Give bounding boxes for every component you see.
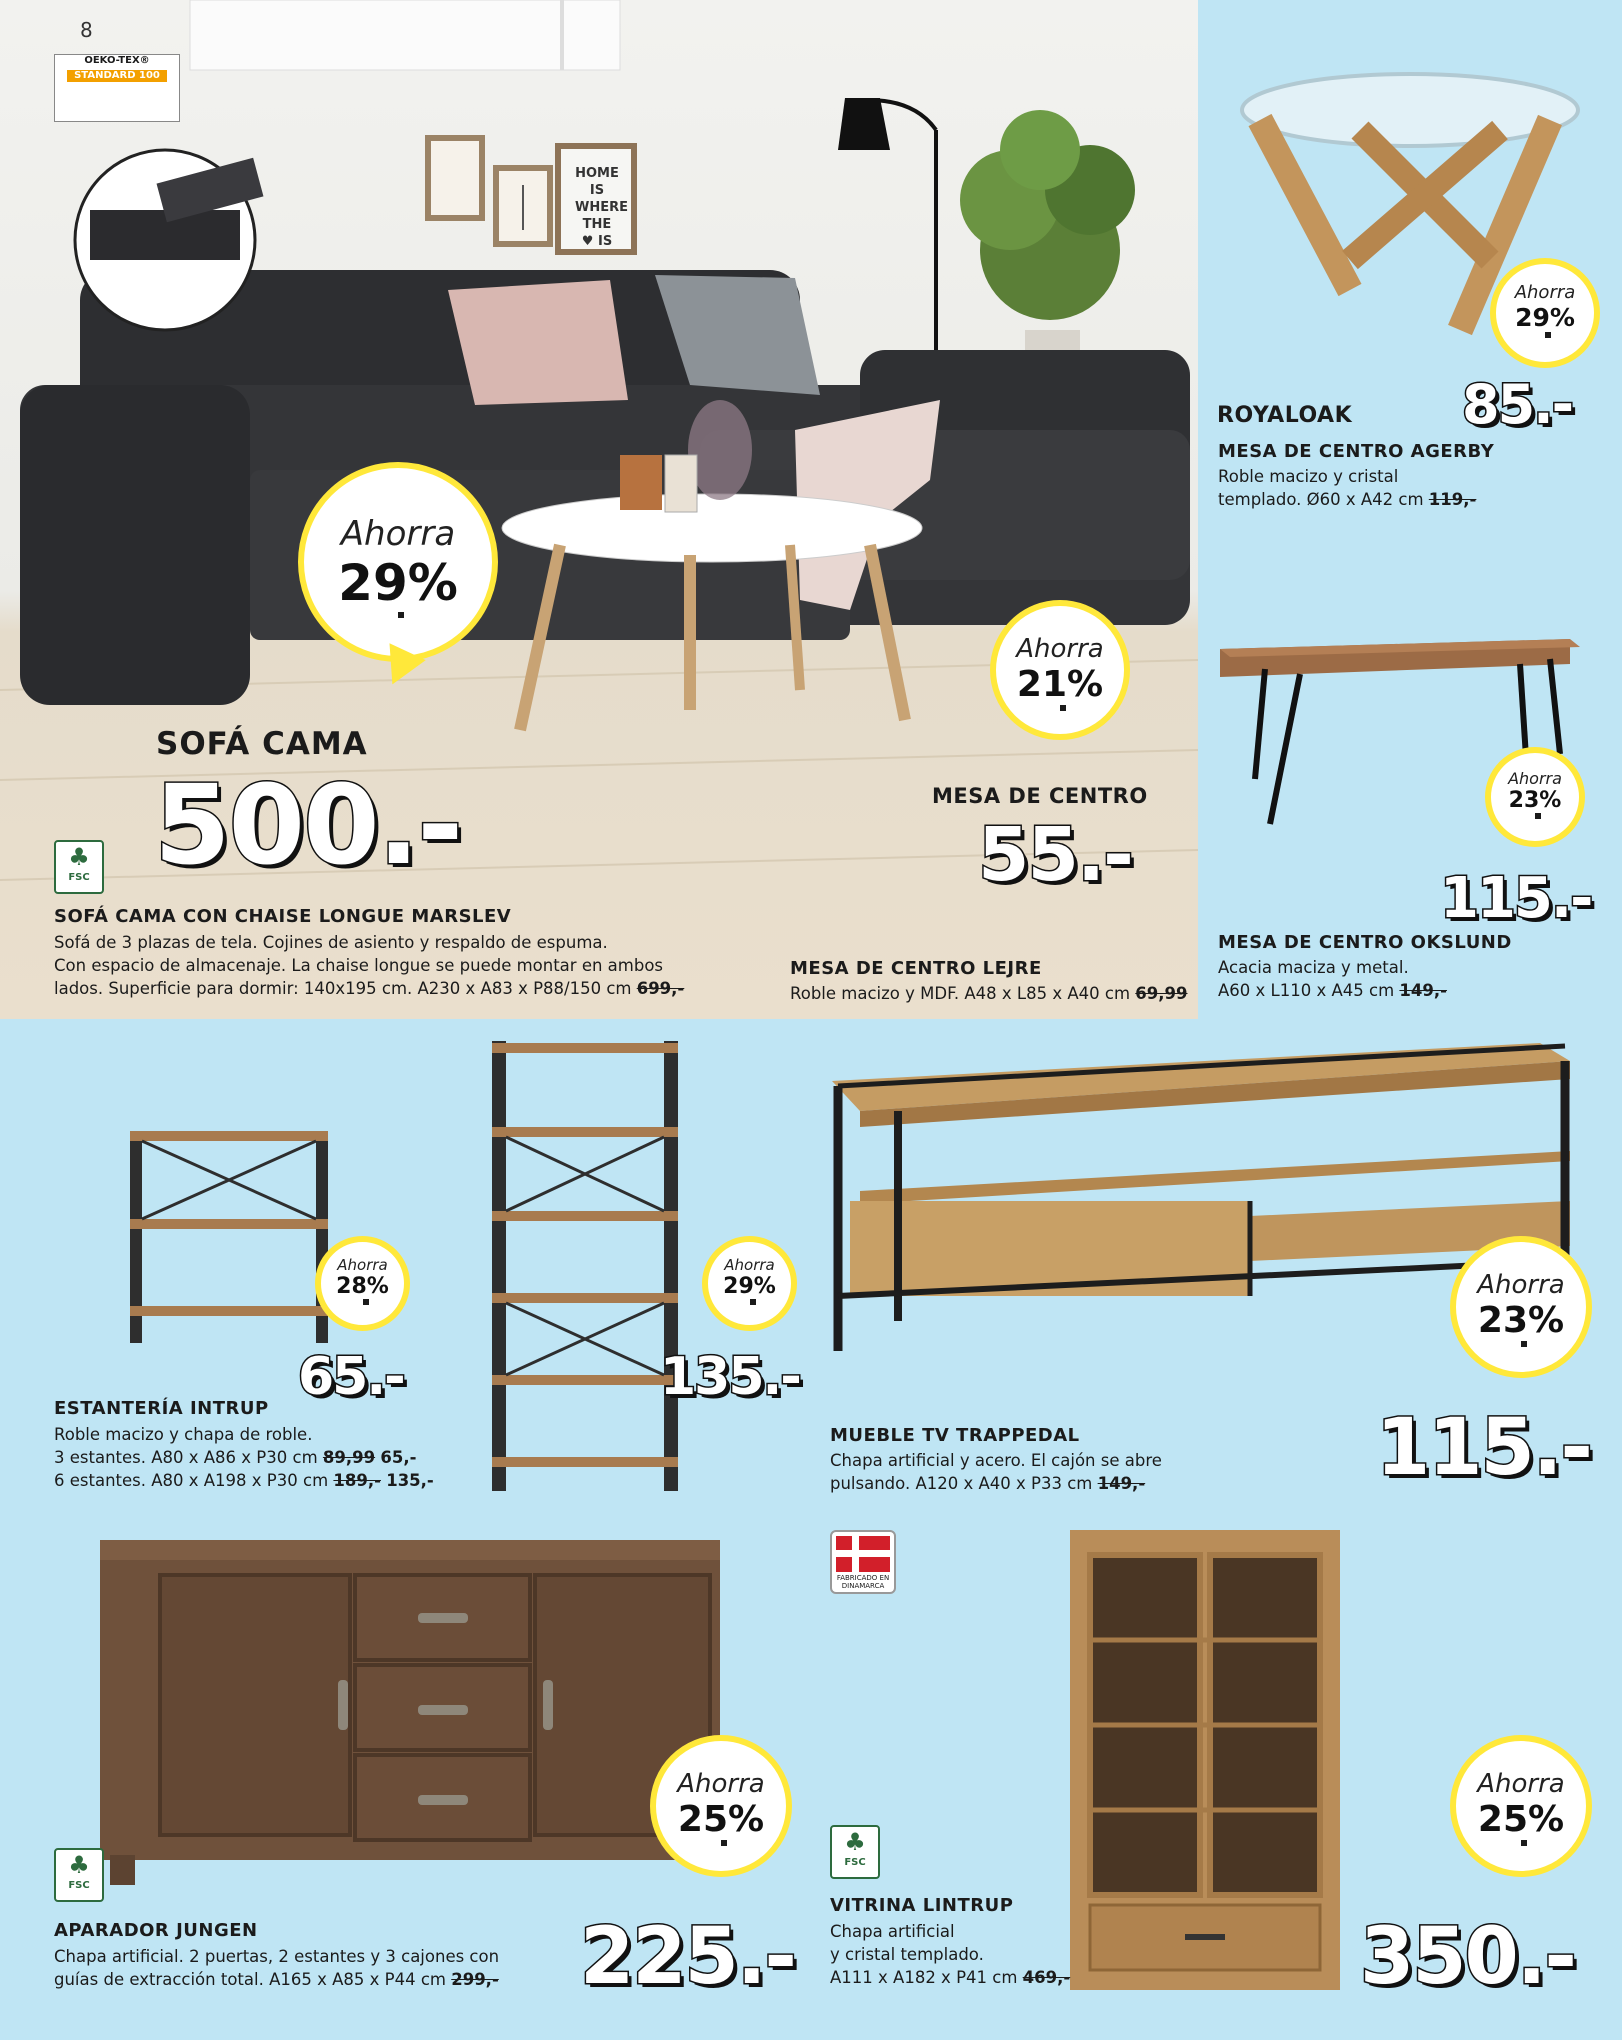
- saving-percent: 23%: [1477, 1300, 1565, 1341]
- saving-percent: 21%: [1016, 664, 1104, 705]
- desc-line: Roble macizo y cristal: [1218, 467, 1399, 486]
- jungen-price: 225.-: [580, 1912, 795, 2002]
- product-name-lintrup: VITRINA LINTRUP: [830, 1895, 1014, 1916]
- desc-line: Sofá de 3 plazas de tela. Cojines de asiento y respaldo de espuma.: [54, 933, 608, 952]
- panel-intrup: [0, 1021, 808, 1513]
- desc-line: [830, 1472, 1162, 1495]
- tree-icon: ♣: [68, 843, 90, 871]
- jungen-sideboard-image: [0, 1515, 740, 1895]
- desc-line: [1218, 979, 1447, 1002]
- saving-bubble-intrup-3: [315, 1236, 410, 1331]
- product-desc-lintrup: [830, 1920, 1070, 1989]
- desc-line-text: guías de extracción total. A165 x A85 x P44 cm: [54, 1970, 446, 1989]
- trappedal-price: 115.-: [1376, 1403, 1591, 1493]
- saving-bubble-agerby: [1490, 258, 1600, 368]
- desc-line-text: A60 x L110 x A45 cm: [1218, 981, 1395, 1000]
- saving-label: Ahorra: [337, 1256, 388, 1274]
- panel-lintrup: [810, 1515, 1622, 2040]
- saving-label: Ahorra: [677, 1769, 765, 1799]
- product-name-okslund: MESA DE CENTRO OKSLUND: [1218, 932, 1512, 953]
- desc-line: Acacia maciza y metal.: [1218, 958, 1409, 977]
- lintrup-price: 350.-: [1360, 1912, 1575, 2002]
- desc-line: [1218, 488, 1476, 511]
- panel-trappedal: [810, 1021, 1622, 1513]
- old-price: 699,-: [636, 979, 685, 998]
- saving-percent: 25%: [677, 1799, 765, 1840]
- product-name-agerby: MESA DE CENTRO AGERBY: [1218, 441, 1495, 462]
- wall-sign-text: [575, 165, 628, 250]
- wall-sign-line: WHERE: [575, 200, 628, 215]
- desc-line: y cristal templado.: [830, 1945, 984, 1964]
- panel-agerby: [1200, 0, 1622, 527]
- new-price: 65,-: [380, 1448, 417, 1467]
- desc-line: Con espacio de almacenaje. La chaise longue se puede montar en ambos: [54, 956, 664, 975]
- saving-percent: 23%: [1508, 788, 1562, 813]
- okslund-price: 115.-: [1440, 866, 1592, 931]
- saving-bubble-sofa: [298, 462, 498, 662]
- saving-percent: 25%: [1477, 1799, 1565, 1840]
- saving-label: Ahorra: [724, 1256, 775, 1274]
- fsc-label: FSC: [68, 872, 90, 883]
- wall-sign-line: THE: [582, 217, 612, 232]
- product-name-marslev: SOFÁ CAMA CON CHAISE LONGUE MARSLEV: [54, 906, 512, 927]
- desc-line: [790, 982, 1188, 1005]
- intrup-price-large: 135.-: [660, 1347, 800, 1407]
- tree-icon: ♣: [844, 1828, 866, 1856]
- old-price: 69,99: [1135, 984, 1188, 1003]
- desc-line-text: A111 x A182 x P41 cm: [830, 1968, 1018, 1987]
- desc-line: Chapa artificial y acero. El cajón se abre: [830, 1451, 1162, 1470]
- hero-price: 500.-: [154, 761, 462, 889]
- panel-jungen: [0, 1515, 808, 2040]
- desc-line-text: Roble macizo y MDF. A48 x L85 x A40 cm: [790, 984, 1131, 1003]
- desc-line: [54, 1446, 434, 1469]
- old-price: 469,-: [1022, 1968, 1071, 1987]
- product-desc-okslund: [1218, 956, 1447, 1002]
- saving-percent: 29%: [723, 1274, 776, 1299]
- royal-oak-logo: ROYALOAK: [1217, 403, 1353, 428]
- panel-okslund: [1200, 529, 1622, 1019]
- new-price: 135,-: [386, 1471, 434, 1490]
- saving-label: Ahorra: [1016, 634, 1104, 664]
- wall-sign-line: HOME IS: [575, 166, 619, 198]
- product-name-jungen: APARADOR JUNGEN: [54, 1920, 258, 1941]
- product-desc-agerby: [1218, 465, 1476, 511]
- fsc-badge: [54, 840, 104, 894]
- desc-line: Chapa artificial: [830, 1922, 955, 1941]
- saving-bubble-intrup-6: [702, 1236, 797, 1331]
- saving-bubble-trappedal: [1450, 1236, 1592, 1378]
- desc-line-text: 3 estantes. A80 x A86 x P30 cm: [54, 1448, 318, 1467]
- saving-bubble-okslund: [1485, 747, 1585, 847]
- made-in-denmark-badge: [830, 1530, 896, 1594]
- hero-headline: SOFÁ CAMA: [156, 726, 368, 762]
- saving-percent: 29%: [1515, 303, 1575, 332]
- made-in-label: FABRICADO EN DINAMARCA: [836, 1574, 890, 1590]
- old-price: 149,-: [1399, 981, 1447, 1000]
- desc-line: [54, 1469, 434, 1492]
- saving-label: Ahorra: [1477, 1270, 1565, 1300]
- desc-line: [54, 977, 684, 1000]
- denmark-flag-icon: [836, 1536, 890, 1572]
- fsc-badge: [830, 1825, 880, 1879]
- saving-label: Ahorra: [340, 514, 456, 554]
- saving-bubble-lejre: [990, 600, 1130, 740]
- page-number: 8: [80, 18, 93, 42]
- fsc-badge: [54, 1848, 104, 1902]
- agerby-price: 85.-: [1462, 373, 1573, 436]
- intrup-price-small: 65.-: [298, 1347, 404, 1407]
- desc-line: Roble macizo y chapa de roble.: [54, 1425, 313, 1444]
- lejre-price: 55.-: [978, 812, 1132, 898]
- product-desc-jungen: [54, 1945, 499, 1991]
- product-desc-lejre: [790, 982, 1188, 1005]
- oeko-tex-standard: STANDARD 100: [67, 70, 167, 82]
- fsc-label: FSC: [68, 1880, 90, 1891]
- product-desc-marslev: [54, 931, 684, 1000]
- saving-bubble-jungen: [650, 1735, 792, 1877]
- saving-label: Ahorra: [1477, 1769, 1565, 1799]
- old-price: 89,99: [322, 1448, 376, 1467]
- desc-line-text: lados. Superficie para dormir: 140x195 cm. A230 x A83 x P88/150 cm: [54, 979, 632, 998]
- desc-line: [54, 1968, 499, 1991]
- product-name-lejre: MESA DE CENTRO LEJRE: [790, 958, 1042, 979]
- product-name-trappedal: MUEBLE TV TRAPPEDAL: [830, 1425, 1080, 1446]
- old-price: 299,-: [451, 1970, 499, 1989]
- oeko-tex-title: OEKO-TEX®: [84, 55, 150, 66]
- wall-sign-line: ♥ IS: [581, 234, 613, 249]
- desc-line-text: 6 estantes. A80 x A198 x P30 cm: [54, 1471, 329, 1490]
- saving-percent: 28%: [336, 1274, 389, 1299]
- desc-line: [830, 1966, 1070, 1989]
- product-desc-intrup: [54, 1423, 434, 1492]
- old-price: 149,-: [1097, 1474, 1146, 1493]
- old-price: 119,-: [1428, 490, 1477, 509]
- old-price: 189,-: [333, 1471, 381, 1490]
- tree-icon: ♣: [68, 1851, 90, 1879]
- product-desc-trappedal: [830, 1449, 1162, 1495]
- saving-percent: 29%: [338, 554, 458, 612]
- saving-label: Ahorra: [1514, 282, 1576, 303]
- desc-line-text: pulsando. A120 x A40 x P33 cm: [830, 1474, 1093, 1493]
- desc-line: Chapa artificial. 2 puertas, 2 estantes y 3 cajones con: [54, 1947, 500, 1966]
- saving-label: Ahorra: [1508, 769, 1562, 788]
- fsc-label: FSC: [844, 1857, 866, 1868]
- lintrup-cabinet-image: [1060, 1530, 1360, 2000]
- hero-panel-sofa: [0, 0, 1198, 1019]
- saving-bubble-lintrup: [1450, 1735, 1592, 1877]
- product-name-intrup: ESTANTERÍA INTRUP: [54, 1398, 269, 1419]
- desc-line-text: templado. Ø60 x A42 cm: [1218, 490, 1424, 509]
- mesa-headline: MESA DE CENTRO: [932, 784, 1148, 808]
